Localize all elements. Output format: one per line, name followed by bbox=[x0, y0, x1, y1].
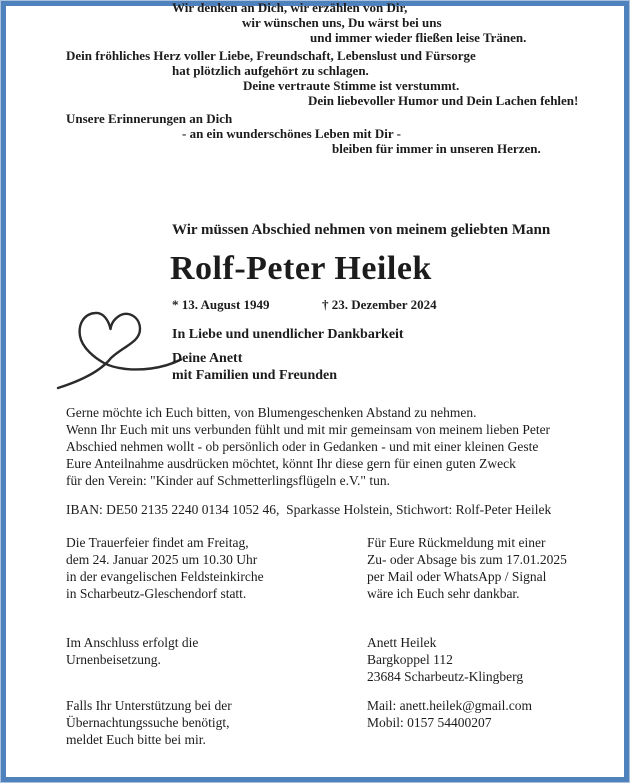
announcement-intro: Wir müssen Abschied nehmen von meinem geliebten Mann bbox=[172, 222, 551, 238]
death-date: † 23. Dezember 2024 bbox=[322, 297, 437, 312]
poem-line: Unsere Erinnerungen an Dich bbox=[66, 111, 233, 126]
accommodation-support-block bbox=[66, 697, 232, 748]
tribute-family-line: mit Familien und Freunden bbox=[172, 368, 338, 383]
iban-line: IBAN: DE50 2135 2240 0134 1052 46, Sparkasse Holstein, Stichwort: Rolf-Peter Heilek bbox=[66, 502, 552, 517]
body-line: Gerne möchte ich Euch bitten, von Blumengeschenken Abstand zu nehmen. bbox=[66, 405, 477, 420]
birth-date: * 13. August 1949 bbox=[172, 297, 270, 312]
poem-line: Dein fröhliches Herz voller Liebe, Freundschaft, Lebenslust und Fürsorge bbox=[66, 48, 476, 63]
address-line: Anett Heilek bbox=[367, 635, 437, 650]
poem-line: und immer wieder fließen leise Tränen. bbox=[310, 30, 527, 45]
rsvp-line: per Mail oder WhatsApp / Signal bbox=[367, 569, 547, 584]
body-line: für den Verein: "Kinder auf Schmetterlingsflügeln e.V." tun. bbox=[66, 473, 390, 488]
funeral-info-line: in Scharbeutz-Gleschendorf statt. bbox=[66, 586, 247, 601]
contact-address-block bbox=[367, 634, 523, 685]
rsvp-line: Für Eure Rückmeldung mit einer bbox=[367, 535, 546, 550]
poem-line: - an ein wunderschönes Leben mit Dir - bbox=[182, 126, 401, 141]
body-line: Abschied nehmen wollt - ob persönlich oder in Gedanken - und mit einer kleinen Geste bbox=[66, 439, 539, 454]
body-line: Eure Anteilnahme ausdrücken möchtet, könnt Ihr diese gern für einen guten Zweck bbox=[66, 456, 516, 471]
address-line: Bargkoppel 112 bbox=[367, 652, 453, 667]
donation-paragraph bbox=[66, 404, 550, 489]
urn-line: Urnenbeisetzung. bbox=[66, 652, 161, 667]
poem-line: Deine vertraute Stimme ist verstummt. bbox=[243, 78, 460, 93]
poem-line: wir wünschen uns, Du wärst bei uns bbox=[242, 15, 442, 30]
funeral-info-line: in der evangelischen Feldsteinkirche bbox=[66, 569, 264, 584]
urn-line: Im Anschluss erfolgt die bbox=[66, 635, 199, 650]
poem-line: bleiben für immer in unseren Herzen. bbox=[332, 141, 541, 156]
rsvp-block bbox=[367, 534, 567, 602]
urn-burial-block bbox=[66, 634, 198, 668]
contact-details-block bbox=[367, 697, 532, 731]
tribute-signature: Deine Anett bbox=[172, 351, 243, 366]
poem-line: Wir denken an Dich, wir erzählen von Dir, bbox=[172, 0, 408, 15]
rsvp-line: Zu- oder Absage bis zum 17.01.2025 bbox=[367, 552, 567, 567]
contact-mail: Mail: anett.heilek@gmail.com bbox=[367, 698, 533, 713]
address-line: 23684 Scharbeutz-Klingberg bbox=[367, 669, 524, 684]
tribute-block bbox=[172, 327, 404, 384]
funeral-info-line: dem 24. Januar 2025 um 10.30 Uhr bbox=[66, 552, 258, 567]
support-line: Übernachtungssuche benötigt, bbox=[66, 715, 230, 730]
support-line: meldet Euch bitte bei mir. bbox=[66, 732, 206, 747]
tribute-line: In Liebe und unendlicher Dankbarkeit bbox=[172, 327, 404, 342]
body-line: Wenn Ihr Euch mit uns verbunden fühlt und mit mir gemeinsam von meinem lieben Peter bbox=[66, 422, 551, 437]
support-line: Falls Ihr Unterstützung bei der bbox=[66, 698, 232, 713]
poem-line: hat plötzlich aufgehört zu schlagen. bbox=[172, 63, 369, 78]
contact-mobile: Mobil: 0157 54400207 bbox=[367, 715, 492, 730]
deceased-name: Rolf-Peter Heilek bbox=[170, 250, 432, 287]
memorial-poem bbox=[0, 0, 630, 156]
poem-line: Dein liebevoller Humor und Dein Lachen fehlen! bbox=[308, 93, 579, 108]
funeral-info-block bbox=[66, 534, 264, 602]
funeral-info-line: Die Trauerfeier findet am Freitag, bbox=[66, 535, 249, 550]
rsvp-line: wäre ich Euch sehr dankbar. bbox=[367, 586, 520, 601]
heart-doodle-icon bbox=[52, 302, 185, 392]
